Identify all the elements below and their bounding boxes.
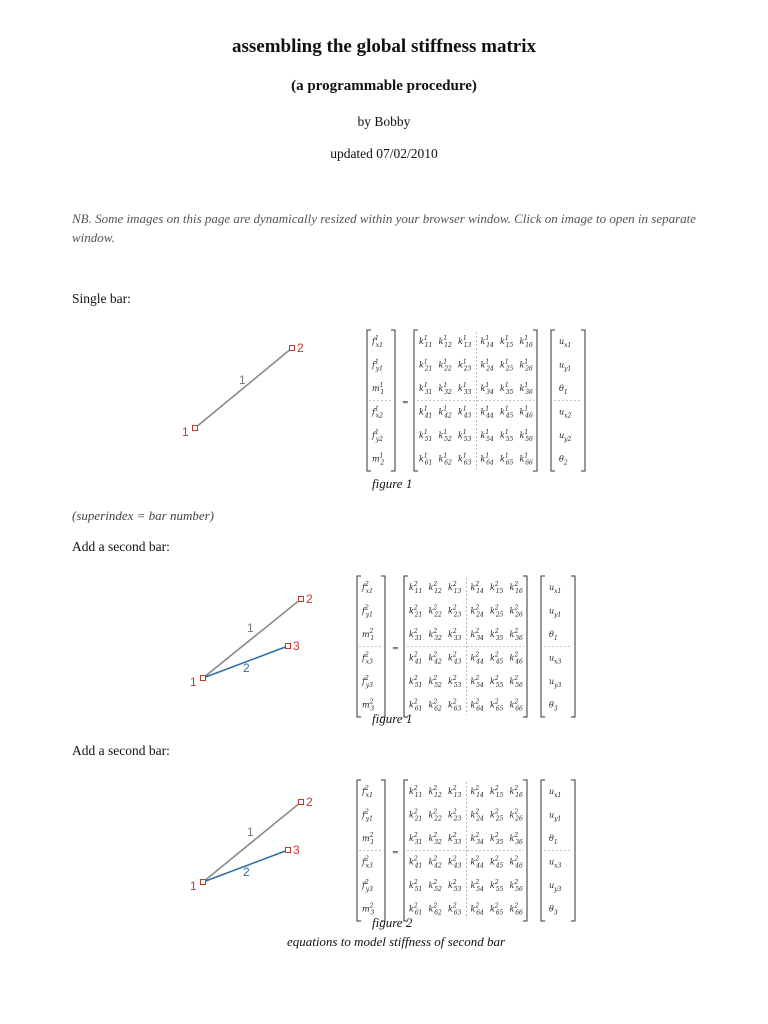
stiffness-entry: $k^1$ 64 bbox=[480, 452, 494, 467]
stiffness-entry: $k^1$ 33 bbox=[458, 382, 472, 396]
stiffness-entry: $k^1$ 22 bbox=[438, 358, 452, 373]
figure-caption-2: figure 1 bbox=[372, 711, 413, 726]
stiffness-entry: $k^1$ 36 bbox=[519, 382, 533, 396]
superindex-note: (superindex = bar number) bbox=[72, 508, 214, 523]
stiffness-entry: $k^2$ 22 bbox=[428, 604, 442, 619]
stiffness-entry: $k^2$ 12 bbox=[428, 581, 442, 595]
displacement-entry: $u_{y2}$ bbox=[559, 431, 572, 443]
displacement-entry: $u_{x3}$ bbox=[549, 653, 562, 666]
stiffness-entry: $k^2$ 64 bbox=[470, 698, 484, 713]
stiffness-entry: $k^2$ 55 bbox=[490, 675, 504, 689]
stiffness-entry: $k^2$ 55 bbox=[490, 879, 504, 893]
stiffness-entry: $k^1$ 11 bbox=[419, 335, 433, 349]
stiffness-entry: $k^1$ 25 bbox=[500, 358, 514, 373]
stiffness-entry: $k^2$ 15 bbox=[490, 785, 504, 799]
displacement-entry: $u_{y3}$ bbox=[549, 881, 562, 893]
stiffness-entry: $k^1$ 15 bbox=[500, 335, 514, 349]
force-entry: $f^2$ x3 bbox=[362, 855, 373, 870]
displacement-entry: $\theta_3$ bbox=[549, 904, 558, 917]
bar-diagram-3 bbox=[190, 795, 313, 893]
stiffness-entry: $k^1$ 56 bbox=[519, 429, 533, 443]
stiffness-entry: $k^2$ 62 bbox=[428, 698, 442, 713]
equals-sign: = bbox=[392, 847, 399, 857]
stiffness-entry: $k^2$ 66 bbox=[509, 902, 523, 917]
stiffness-entry: $k^1$ 55 bbox=[500, 429, 514, 443]
force-entry: $f^2$ y1 bbox=[362, 808, 374, 823]
force-entry: $f^2$ y1 bbox=[362, 604, 374, 619]
force-entry: $m^1$ 2 bbox=[372, 452, 385, 467]
page-title: assembling the global stiffness matrix bbox=[232, 36, 536, 57]
stiffness-entry: $k^2$ 12 bbox=[428, 785, 442, 799]
node-2-marker bbox=[290, 346, 295, 351]
bar-1-label: 1 bbox=[247, 825, 254, 839]
force-entry: $m^2$ 3 bbox=[362, 902, 375, 917]
stiffness-entry: $k^1$ 41 bbox=[419, 405, 433, 420]
displacement-entry: $\theta_1$ bbox=[549, 630, 558, 642]
stiffness-entry: $k^1$ 53 bbox=[458, 429, 472, 443]
stiffness-entry: $k^2$ 42 bbox=[428, 855, 442, 870]
stiffness-entry: $k^2$ 13 bbox=[448, 785, 462, 799]
node-3-label: 3 bbox=[293, 843, 300, 857]
stiffness-entry: $k^2$ 52 bbox=[428, 879, 442, 893]
stiffness-entry: $k^2$ 15 bbox=[490, 581, 504, 595]
figure-caption-3: figure 2 bbox=[372, 915, 413, 930]
displacement-entry: $u_{x1}$ bbox=[549, 787, 562, 799]
node-3-label: 3 bbox=[293, 639, 300, 653]
stiffness-entry: $k^2$ 43 bbox=[448, 651, 462, 666]
displacement-entry: $u_{y1}$ bbox=[549, 606, 562, 619]
bar-1-line bbox=[203, 802, 301, 882]
section-label-second-bar: Add a second bar: bbox=[72, 539, 170, 554]
stiffness-entry: $k^2$ 63 bbox=[448, 698, 462, 713]
stiffness-entry: $k^2$ 45 bbox=[490, 855, 504, 870]
displacement-entry: $u_{x3}$ bbox=[549, 857, 562, 870]
stiffness-entry: $k^2$ 62 bbox=[428, 902, 442, 917]
stiffness-entry: $k^2$ 63 bbox=[448, 902, 462, 917]
stiffness-entry: $k^2$ 65 bbox=[490, 698, 504, 713]
stiffness-entry: $k^2$ 14 bbox=[470, 785, 484, 799]
force-entry: $f^1$ y2 bbox=[372, 429, 384, 443]
force-entry: $f^2$ x1 bbox=[362, 785, 373, 799]
figure-caption-3-description: equations to model stiffness of second bar bbox=[286, 934, 506, 949]
stiffness-entry: $k^2$ 52 bbox=[428, 675, 442, 689]
node-2-label: 2 bbox=[306, 592, 313, 606]
stiffness-entry: $k^1$ 51 bbox=[419, 429, 433, 443]
stiffness-entry: $k^1$ 45 bbox=[500, 405, 514, 420]
stiffness-entry: $k^2$ 51 bbox=[409, 675, 423, 689]
displacement-entry: $\theta_1$ bbox=[549, 834, 558, 846]
stiffness-entry: $k^2$ 44 bbox=[470, 855, 484, 870]
force-entry: $m^2$ 1 bbox=[362, 832, 375, 846]
stiffness-entry: $k^2$ 26 bbox=[509, 808, 523, 823]
node-3-marker bbox=[286, 644, 291, 649]
stiffness-entry: $k^2$ 21 bbox=[409, 604, 423, 619]
stiffness-equation-3 bbox=[357, 780, 575, 921]
stiffness-entry: $k^2$ 41 bbox=[409, 855, 423, 870]
stiffness-entry: $k^1$ 12 bbox=[438, 335, 452, 349]
force-entry: $f^2$ x1 bbox=[362, 581, 373, 595]
stiffness-entry: $k^2$ 25 bbox=[490, 604, 504, 619]
stiffness-entry: $k^2$ 64 bbox=[470, 902, 484, 917]
stiffness-entry: $k^2$ 43 bbox=[448, 855, 462, 870]
displacement-entry: $u_{y1}$ bbox=[559, 360, 572, 373]
bar-diagram-1 bbox=[182, 341, 304, 439]
equals-sign: = bbox=[402, 397, 409, 407]
displacement-entry: $u_{x1}$ bbox=[549, 583, 562, 595]
stiffness-entry: $k^2$ 46 bbox=[509, 651, 523, 666]
stiffness-entry: $k^1$ 21 bbox=[419, 358, 433, 373]
stiffness-entry: $k^2$ 36 bbox=[509, 628, 523, 642]
force-entry: $f^1$ x1 bbox=[372, 335, 383, 349]
stiffness-entry: $k^2$ 45 bbox=[490, 651, 504, 666]
stiffness-entry: $k^1$ 54 bbox=[480, 429, 494, 443]
stiffness-entry: $k^2$ 56 bbox=[509, 675, 523, 689]
stiffness-entry: $k^2$ 11 bbox=[409, 785, 423, 799]
stiffness-entry: $k^2$ 35 bbox=[490, 628, 504, 642]
stiffness-entry: $k^1$ 44 bbox=[480, 405, 494, 420]
stiffness-entry: $k^1$ 16 bbox=[519, 335, 533, 349]
stiffness-entry: $k^2$ 25 bbox=[490, 808, 504, 823]
displacement-entry: $u_{x1}$ bbox=[559, 337, 572, 349]
force-entry: $f^1$ x2 bbox=[372, 405, 383, 420]
force-entry: $m^1$ 1 bbox=[372, 382, 385, 396]
stiffness-entry: $k^2$ 32 bbox=[428, 832, 442, 846]
bar-2-label: 2 bbox=[243, 661, 250, 675]
stiffness-entry: $k^2$ 23 bbox=[448, 808, 462, 823]
stiffness-entry: $k^2$ 16 bbox=[509, 581, 523, 595]
stiffness-entry: $k^1$ 65 bbox=[500, 452, 514, 467]
force-entry: $f^2$ x3 bbox=[362, 651, 373, 666]
bar-1-label: 1 bbox=[247, 621, 254, 635]
stiffness-entry: $k^2$ 36 bbox=[509, 832, 523, 846]
stiffness-entry: $k^2$ 21 bbox=[409, 808, 423, 823]
displacement-entry: $u_{y1}$ bbox=[549, 810, 562, 823]
stiffness-entry: $k^2$ 53 bbox=[448, 675, 462, 689]
stiffness-entry: $k^1$ 24 bbox=[480, 358, 494, 373]
stiffness-entry: $k^2$ 35 bbox=[490, 832, 504, 846]
stiffness-entry: $k^1$ 46 bbox=[519, 405, 533, 420]
node-1-marker bbox=[201, 880, 206, 885]
stiffness-entry: $k^1$ 52 bbox=[438, 429, 452, 443]
bar-1-line bbox=[195, 348, 292, 428]
node-1-marker bbox=[201, 676, 206, 681]
stiffness-entry: $k^2$ 33 bbox=[448, 628, 462, 642]
stiffness-entry: $k^2$ 24 bbox=[470, 808, 484, 823]
equals-sign: = bbox=[392, 643, 399, 653]
bar-1-label: 1 bbox=[239, 373, 246, 387]
force-entry: $f^2$ y3 bbox=[362, 675, 374, 689]
stiffness-entry: $k^2$ 11 bbox=[409, 581, 423, 595]
force-entry: $m^2$ 3 bbox=[362, 698, 375, 713]
node-3-marker bbox=[286, 848, 291, 853]
stiffness-entry: $k^2$ 14 bbox=[470, 581, 484, 595]
node-2-label: 2 bbox=[306, 795, 313, 809]
stiffness-entry: $k^2$ 16 bbox=[509, 785, 523, 799]
displacement-vector-right-bracket bbox=[571, 780, 575, 921]
displacement-entry: $\theta_2$ bbox=[559, 454, 568, 467]
stiffness-entry: $k^1$ 63 bbox=[458, 452, 472, 467]
updated-date: updated 07/02/2010 bbox=[330, 146, 438, 161]
node-2-label: 2 bbox=[297, 341, 304, 355]
stiffness-entry: $k^1$ 66 bbox=[519, 452, 533, 467]
displacement-vector-right-bracket bbox=[581, 330, 585, 471]
stiffness-entry: $k^2$ 56 bbox=[509, 879, 523, 893]
stiffness-entry: $k^2$ 66 bbox=[509, 698, 523, 713]
stiffness-entry: $k^1$ 34 bbox=[480, 382, 494, 396]
stiffness-entry: $k^2$ 31 bbox=[409, 628, 423, 642]
stiffness-entry: $k^2$ 42 bbox=[428, 651, 442, 666]
browser-note: NB. Some images on this page are dynamically resized within your browser window. Click on image to open in separate window. bbox=[72, 211, 697, 245]
stiffness-entry: $k^1$ 62 bbox=[438, 452, 452, 467]
displacement-entry: $u_{y3}$ bbox=[549, 677, 562, 689]
stiffness-entry: $k^2$ 34 bbox=[470, 832, 484, 846]
displacement-entry: $u_{x2}$ bbox=[559, 407, 572, 420]
node-1-label: 1 bbox=[190, 675, 197, 689]
stiffness-entry: $k^2$ 46 bbox=[509, 855, 523, 870]
stiffness-entry: $k^2$ 26 bbox=[509, 604, 523, 619]
stiffness-entry: $k^2$ 31 bbox=[409, 832, 423, 846]
stiffness-entry: $k^2$ 61 bbox=[409, 902, 423, 917]
section-label-second-bar-2: Add a second bar: bbox=[72, 743, 170, 758]
stiffness-entry: $k^2$ 23 bbox=[448, 604, 462, 619]
stiffness-entry: $k^2$ 61 bbox=[409, 698, 423, 713]
stiffness-entry: $k^1$ 61 bbox=[419, 452, 433, 467]
stiffness-entry: $k^2$ 54 bbox=[470, 675, 484, 689]
stiffness-entry: $k^1$ 23 bbox=[458, 358, 472, 373]
stiffness-entry: $k^2$ 51 bbox=[409, 879, 423, 893]
node-2-marker bbox=[299, 800, 304, 805]
section-label-single-bar: Single bar: bbox=[72, 291, 131, 306]
figure-caption-1: figure 1 bbox=[372, 476, 413, 491]
force-entry: $f^2$ y3 bbox=[362, 879, 374, 893]
bar-diagram-2 bbox=[190, 592, 313, 689]
force-entry: $m^2$ 1 bbox=[362, 628, 375, 642]
node-2-marker bbox=[299, 597, 304, 602]
stiffness-entry: $k^2$ 24 bbox=[470, 604, 484, 619]
displacement-entry: $\theta_3$ bbox=[549, 700, 558, 713]
stiffness-entry: $k^1$ 13 bbox=[458, 335, 472, 349]
bar-1-line bbox=[203, 599, 301, 678]
stiffness-entry: $k^2$ 32 bbox=[428, 628, 442, 642]
bar-2-label: 2 bbox=[243, 865, 250, 879]
stiffness-entry: $k^1$ 43 bbox=[458, 405, 472, 420]
stiffness-entry: $k^1$ 42 bbox=[438, 405, 452, 420]
page-subtitle: (a programmable procedure) bbox=[291, 78, 477, 94]
force-entry: $f^1$ y1 bbox=[372, 358, 384, 373]
stiffness-entry: $k^1$ 14 bbox=[480, 335, 494, 349]
stiffness-entry: $k^2$ 54 bbox=[470, 879, 484, 893]
author-line: by Bobby bbox=[357, 114, 411, 129]
stiffness-entry: $k^2$ 41 bbox=[409, 651, 423, 666]
stiffness-entry: $k^1$ 31 bbox=[419, 382, 433, 396]
stiffness-entry: $k^1$ 32 bbox=[438, 382, 452, 396]
stiffness-entry: $k^2$ 33 bbox=[448, 832, 462, 846]
displacement-vector-right-bracket bbox=[571, 576, 575, 717]
stiffness-entry: $k^2$ 65 bbox=[490, 902, 504, 917]
stiffness-entry: $k^2$ 44 bbox=[470, 651, 484, 666]
stiffness-entry: $k^2$ 13 bbox=[448, 581, 462, 595]
displacement-entry: $\theta_1$ bbox=[559, 384, 568, 396]
stiffness-entry: $k^2$ 22 bbox=[428, 808, 442, 823]
stiffness-entry: $k^2$ 34 bbox=[470, 628, 484, 642]
stiffness-entry: $k^1$ 35 bbox=[500, 382, 514, 396]
node-1-label: 1 bbox=[190, 879, 197, 893]
stiffness-entry: $k^1$ 26 bbox=[519, 358, 533, 373]
stiffness-equation-2 bbox=[357, 576, 575, 717]
node-1-label: 1 bbox=[182, 425, 189, 439]
stiffness-equation-1 bbox=[367, 330, 585, 471]
stiffness-entry: $k^2$ 53 bbox=[448, 879, 462, 893]
node-1-marker bbox=[193, 426, 198, 431]
